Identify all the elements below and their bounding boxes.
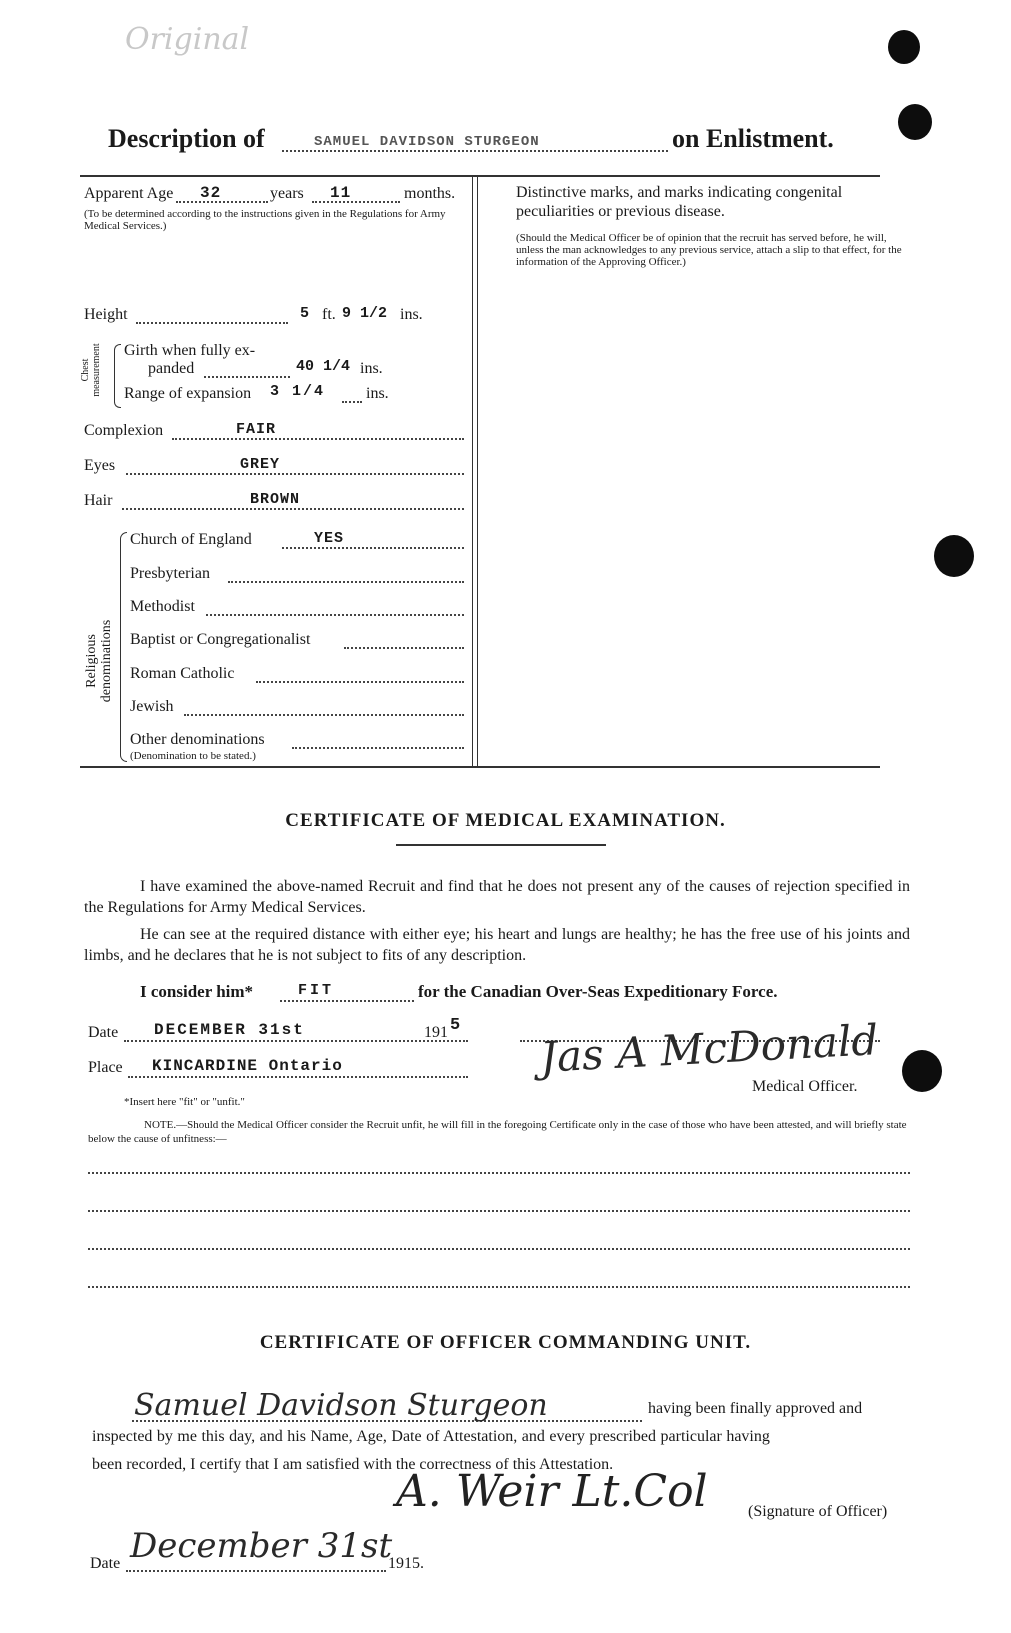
complexion-value: FAIR [236, 421, 277, 438]
recorded-text: been recorded, I certify that I am satisfied with the correctness of this Attestation. [92, 1456, 614, 1473]
medical-officer-signature: Jas A McDonald [538, 1015, 880, 1082]
denomination-note: (Denomination to be stated.) [130, 750, 256, 762]
insert-note: *Insert here "fit" or "unfit." [124, 1096, 245, 1108]
religion-line [292, 747, 464, 749]
hair-line [122, 508, 464, 510]
eyes-label: Eyes [84, 457, 116, 474]
range-label: Range of expansion [124, 385, 252, 402]
unfitness-line [88, 1248, 910, 1250]
column-divider [472, 176, 473, 768]
commanding-year: 1915. [388, 1555, 424, 1572]
place-value: KINCARDINE Ontario [152, 1057, 343, 1075]
heading-underline [396, 844, 606, 846]
unfitness-line [88, 1172, 910, 1174]
girth-line [204, 376, 290, 378]
age-note: (To be determined according to the instructions given in the Regulations for Army Medical Services.) [84, 208, 446, 232]
unfit-note: NOTE.—Should the Medical Officer consider the Recruit unfit, he will fill in the foregoing Certificate only in the case of those who have been attested, and will briefly state below the cause of unfitness:— [88, 1119, 907, 1145]
height-ft: 5 [300, 305, 311, 322]
medical-year-prefix: 191 [424, 1024, 448, 1041]
commanding-date-label: Date [90, 1555, 121, 1572]
hair-label: Hair [84, 492, 113, 509]
inspected-text: inspected by me this day, and his Name, Age, Date of Attestation, and every prescribed particular having [92, 1428, 770, 1445]
girth-label: Girth when fully ex- [124, 342, 256, 359]
scan-mark [898, 104, 932, 140]
religion-label-other: Other denominations [130, 731, 265, 748]
fit-value: FIT [298, 982, 335, 999]
box-bottom-rule [80, 766, 880, 768]
column-divider [477, 176, 478, 768]
box-top-rule [80, 175, 880, 177]
complexion-line [172, 438, 464, 440]
religion-line [256, 681, 464, 683]
religion-label-methodist: Methodist [130, 598, 195, 615]
recruit-name: SAMUEL DAVIDSON STURGEON [314, 134, 540, 150]
range-line [342, 401, 362, 403]
religion-line [184, 714, 464, 716]
scan-mark [888, 30, 920, 64]
ft-label: ft. [322, 306, 336, 323]
medical-para-2: He can see at the required distance with either eye; his heart and lungs are healthy; he has the free use of his joints and limbs, and he declares that he is not subject to fits of any description. [84, 926, 910, 964]
eyes-line [126, 473, 464, 475]
medical-date-value: DECEMBER 31st [154, 1021, 305, 1039]
medical-year-digit: 5 [450, 1016, 462, 1035]
religion-label-roman-catholic: Roman Catholic [130, 665, 235, 682]
medical-date-line [124, 1040, 468, 1042]
hair-value: BROWN [250, 491, 301, 508]
age-months: 11 [330, 184, 352, 202]
commanding-date-value: December 31st [130, 1526, 393, 1566]
signature-of-officer-label: (Signature of Officer) [748, 1503, 888, 1520]
height-in: 9 1/2 [342, 305, 388, 322]
range-ins: ins. [366, 385, 389, 402]
months-label: months. [404, 185, 456, 202]
religion-line [228, 581, 464, 583]
chest-label: Chest measurement [80, 343, 102, 397]
age-years: 32 [200, 184, 222, 202]
girth-label-2: panded [148, 360, 195, 377]
name-line [282, 150, 668, 152]
religion-label-baptist: Baptist or Congregationalist [130, 631, 311, 648]
force-label: for the Canadian Over-Seas Expeditionary Force. [418, 982, 778, 1001]
approved-text: having been finally approved and [648, 1400, 863, 1417]
place-line [128, 1076, 468, 1078]
recruit-signature: Samuel Davidson Sturgeon [134, 1388, 548, 1423]
religion-label-church-of-england: Church of England [130, 531, 252, 548]
religion-label: Religious denominations [84, 619, 114, 703]
height-label: Height [84, 306, 128, 323]
religion-brace [120, 532, 127, 762]
age-years-line [176, 201, 268, 203]
fit-line [280, 1000, 414, 1002]
marks-label-2: peculiarities or previous disease. [516, 203, 725, 220]
medical-para-1: I have examined the above-named Recruit and find that he does not present any of the causes of rejection specified in the Regulations for Army Medical Services. [84, 878, 910, 916]
consider-label: I consider him* [140, 982, 254, 1001]
medical-heading: CERTIFICATE OF MEDICAL EXAMINATION. [285, 810, 726, 831]
age-label: Apparent Age [84, 185, 174, 202]
scan-mark [934, 535, 974, 577]
religion-label-presbyterian: Presbyterian [130, 565, 210, 582]
height-line [136, 322, 288, 324]
medical-date-label: Date [88, 1024, 119, 1041]
girth-ins: ins. [360, 360, 383, 377]
religion-value-church-of-england: YES [314, 530, 345, 547]
years-label: years [270, 185, 304, 202]
page-title-prefix: Description of [108, 124, 265, 153]
marks-label: Distinctive marks, and marks indicating congenital [516, 184, 843, 201]
range-value: 3 1/4 [270, 383, 326, 400]
unfitness-line [88, 1286, 910, 1288]
ins-label: ins. [400, 306, 423, 323]
unfitness-line [88, 1210, 910, 1212]
marks-note: (Should the Medical Officer be of opinion that the recruit has served before, he will, unless the man acknowledges to any previous service, attach a slip to that effect, for the information of the Approving Officer.) [516, 232, 902, 268]
original-stamp: Original [125, 22, 250, 57]
complexion-label: Complexion [84, 422, 164, 439]
eyes-value: GREY [240, 456, 281, 473]
religion-line [282, 547, 464, 549]
commander-signature: A. Weir Lt.Col [396, 1466, 708, 1517]
commanding-heading: CERTIFICATE OF OFFICER COMMANDING UNIT. [259, 1332, 752, 1353]
religion-line [206, 614, 464, 616]
scan-mark [902, 1050, 942, 1092]
page-title-suffix: on Enlistment. [672, 124, 834, 153]
girth-value: 40 1/4 [296, 358, 351, 375]
commanding-date-line [126, 1570, 386, 1572]
medical-officer-label: Medical Officer. [752, 1078, 858, 1095]
age-months-line [312, 201, 400, 203]
religion-line [344, 647, 464, 649]
chest-brace [114, 344, 121, 408]
place-label: Place [88, 1059, 123, 1076]
religion-label-jewish: Jewish [130, 698, 174, 715]
